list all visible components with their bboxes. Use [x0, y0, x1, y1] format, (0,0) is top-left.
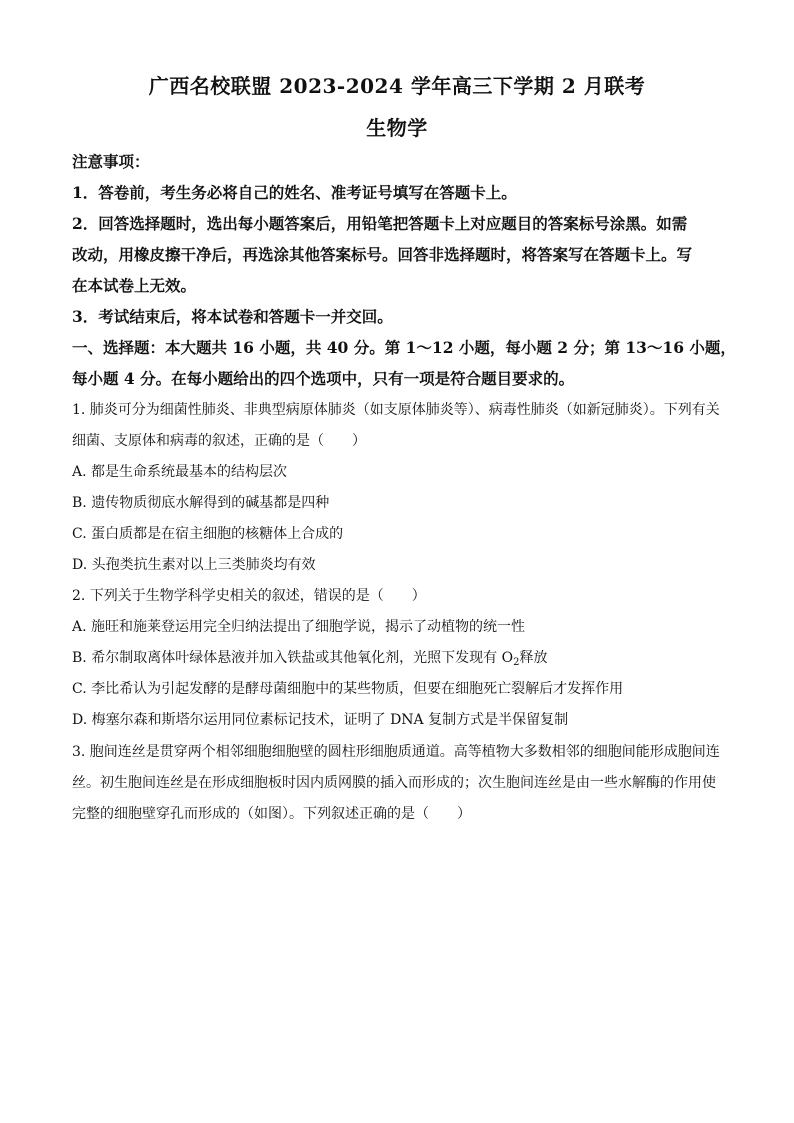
- question-2-option-d: D. 梅塞尔森和斯塔尔运用同位素标记技术，证明了 DNA 复制方式是半保留复制: [72, 712, 569, 728]
- subject-title: 生物学: [366, 116, 428, 140]
- section-heading-line-2: 每小题 4 分。在每小题给出的四个选项中，只有一项是符合题目要求的。: [72, 369, 575, 388]
- notice-item-2-line-2: 改动，用橡皮擦干净后，再选涂其他答案标号。回答非选择题时，将答案写在答题卡上。写: [72, 245, 693, 264]
- question-2-stem: 2. 下列关于生物学科学史相关的叙述，错误的是（ ）: [72, 588, 426, 604]
- question-1-stem-line-1: 1. 肺炎可分为细菌性肺炎、非典型病原体肺炎（如支原体肺炎等）、病毒性肺炎（如新冠肺炎）。下列有关: [72, 402, 720, 418]
- question-2-option-b-subscript: 2: [513, 657, 520, 668]
- exam-title: 广西名校联盟 2023-2024 学年高三下学期 2 月联考: [148, 74, 646, 98]
- notice-heading: 注意事项：: [72, 152, 150, 171]
- question-3-stem-line-2: 丝。初生胞间连丝是在形成细胞板时因内质网膜的插入而形成的；次生胞间连丝是由一些水解酶的作用使: [72, 775, 716, 791]
- question-2-option-b: [72, 648, 732, 673]
- question-1-option-b: B. 遗传物质彻底水解得到的碱基都是四种: [72, 495, 330, 511]
- question-3-stem-line-3: 完整的细胞壁穿孔而形成的（如图）。下列叙述正确的是（ ）: [72, 806, 471, 822]
- section-heading-line-1: 一、选择题：本大题共 16 小题，共 40 分。第 1～12 小题，每小题 2 分；第 13～16 小题，: [72, 338, 736, 357]
- question-1-option-a: A. 都是生命系统最基本的结构层次: [72, 464, 288, 480]
- question-2-option-b-text: B. 希尔制取离体叶绿体悬液并加入铁盐或其他氧化剂，光照下发现有 O: [72, 650, 514, 666]
- question-2-option-c: C. 李比希认为引起发酵的是酵母菌细胞中的某些物质，但要在细胞死亡裂解后才发挥作用: [72, 681, 624, 697]
- question-2-option-b-tail: 释放: [519, 650, 548, 666]
- notice-item-2-line-1: 2．回答选择题时，选出每小题答案后，用铅笔把答题卡上对应题目的答案标号涂黑。如需: [72, 214, 688, 233]
- question-3-stem-line-1: 3. 胞间连丝是贯穿两个相邻细胞细胞壁的圆柱形细胞质通道。高等植物大多数相邻的细胞间能形成胞间连: [72, 744, 720, 760]
- question-2-option-a: A. 施旺和施莱登运用完全归纳法提出了细胞学说，揭示了动植物的统一性: [72, 619, 526, 635]
- notice-item-3: 3．考试结束后，将本试卷和答题卡一并交回。: [72, 307, 393, 326]
- notice-item-2-line-3: 在本试卷上无效。: [72, 276, 197, 295]
- notice-item-1: 1．答卷前，考生务必将自己的姓名、准考证号填写在答题卡上。: [72, 183, 517, 202]
- question-1-option-d: D. 头孢类抗生素对以上三类肺炎均有效: [72, 557, 316, 573]
- question-1-option-c: C. 蛋白质都是在宿主细胞的核糖体上合成的: [72, 526, 344, 542]
- question-1-stem-line-2: 细菌、支原体和病毒的叙述，正确的是（ ）: [72, 433, 366, 449]
